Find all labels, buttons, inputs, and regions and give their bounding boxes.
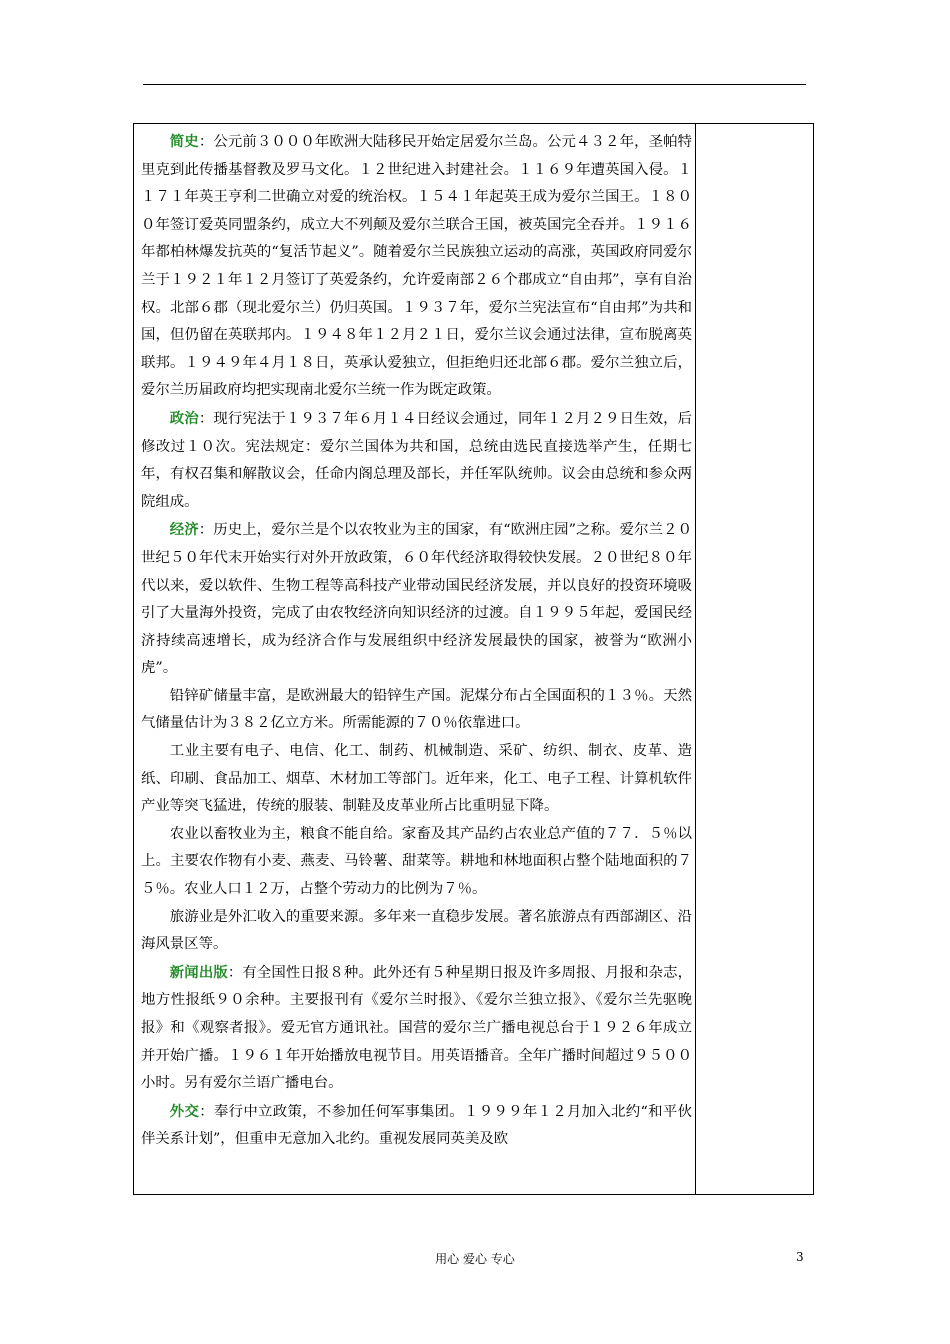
main-cell [141,128,692,1154]
paragraph-body: ：现行宪法于１９３７年６月１４日经议会通过，同年１２月２９日生效，后修改过１０次。宪法规定：爱尔兰国体为共和国，总统由选民直接选举产生，任期七年，有权召集和解散议会，任命内阁总理及部长，并任军队统帅。议会由总统和参众两院组成。 [141,410,692,510]
page-number: 3 [796,1250,804,1264]
paragraph-history [141,128,692,405]
paragraph-politics [141,405,692,516]
header-rule [143,84,806,85]
footer-slogan: 用心 爱心 专心 [435,1252,515,1266]
paragraph-body: 农业以畜牧业为主，粮食不能自给。家畜及其产品约占农业总产值的７７．５％以上。主要农作物有小麦、燕麦、马铃薯、甜菜等。耕地和林地面积占整个陆地面积的７５％。农业人口１２万，占整个劳动力的比例为７％。 [141,825,692,898]
paragraph-press [141,959,692,1098]
paragraph-body: ：公元前３０００年欧洲大陆移民开始定居爱尔兰岛。公元４３２年，圣帕特里克到此传播基督教及罗马文化。１２世纪进入封建社会。１１６９年遭英国入侵。１１７１年英王亨利二世确立对爱的统治权。１５４１年起英王成为爱尔兰国王。１８００年签订爱英同盟条约，成立大不列颠及爱尔兰联合王国，被英国完全吞并。１９１６年都柏林爆发抗英的“复活节起义”。随着爱尔兰民族独立运动的高涨，英国政府同爱尔兰于１９２１年１２月签订了英爱条约，允许爱南部２６个郡成立“自由邦”，享有自治权。北部６郡（现北爱尔兰）仍归英国。１９３７年，爱尔兰宪法宣布“自由邦”为共和国，但仍留在英联邦内。１９４８年１２月２１日，爱尔兰议会通过法律，宣布脱离英联邦。１９４９年４月１８日，英承认爱独立，但拒绝归还北部６郡。爱尔兰独立后，爱尔兰历届政府均把实现南北爱尔兰统一作为既定政策。 [141,134,692,399]
paragraph-body: 工业主要有电子、电信、化工、制药、机械制造、采矿、纺织、制衣、皮革、造纸、印刷、食品加工、烟草、木材加工等部门。近年来，化工、电子工程、计算机软件产业等突飞猛进，传统的服装、制鞋及皮革业所占比重明显下降。 [141,743,692,815]
section-heading: 外交 [169,1102,200,1120]
paragraph-body: 铅锌矿储量丰富，是欧洲最大的铅锌生产国。泥煤分布占全国面积的１３％。天然气储量估计为３８２亿立方米。所需能源的７０％依靠进口。 [141,687,692,732]
content-table [133,123,814,1195]
paragraph-body: ：历史上，爱尔兰是个以农牧业为主的国家，有“欧洲庄园”之称。爱尔兰２０世纪５０年代末开始实行对外开放政策，６０年代经济取得较快发展。２０世纪８０年代以来，爱以软件、生物工程等高科技产业带动国民经济发展，并以良好的投资环境吸引了大量海外投资，完成了由农牧经济向知识经济的过渡。自１９９５年起，爱国民经济持续高速增长，成为经济合作与发展组织中经济发展最快的国家，被誉为“欧洲小虎”。 [141,522,692,677]
paragraph-foreign-affairs [141,1098,692,1154]
paragraph-industry [141,738,692,821]
column-divider [695,124,696,1194]
section-heading: 经济 [169,521,199,539]
paragraph-body: 旅游业是外汇收入的重要来源。多年来一直稳步发展。著名旅游点有西部湖区、沿海风景区等。 [141,908,692,953]
paragraph-mining [141,683,692,738]
paragraph-economy [141,516,692,683]
section-heading: 新闻出版 [169,963,228,981]
paragraph-agriculture [141,821,692,904]
paragraph-tourism [141,904,692,959]
paragraph-body: ：有全国性日报８种。此外还有５种星期日报及许多周报、月报和杂志，地方性报纸９０余种。主要报刊有《爱尔兰时报》、《爱尔兰独立报》、《爱尔兰先驱晚报》和《观察者报》。爱无官方通讯社。国营的爱尔兰广播电视总台于１９２６年成立并开始广播。１９６１年开始播放电视节目。用英语播音。全年广播时间超过９５００小时。另有爱尔兰语广播电台。 [141,964,692,1092]
paragraph-body: ：奉行中立政策，不参加任何军事集团。１９９９年１２月加入北约“和平伙伴关系计划”，但重申无意加入北约。重视发展同英美及欧 [141,1103,692,1148]
section-heading: 简史 [169,133,199,150]
section-heading: 政治 [169,409,199,427]
